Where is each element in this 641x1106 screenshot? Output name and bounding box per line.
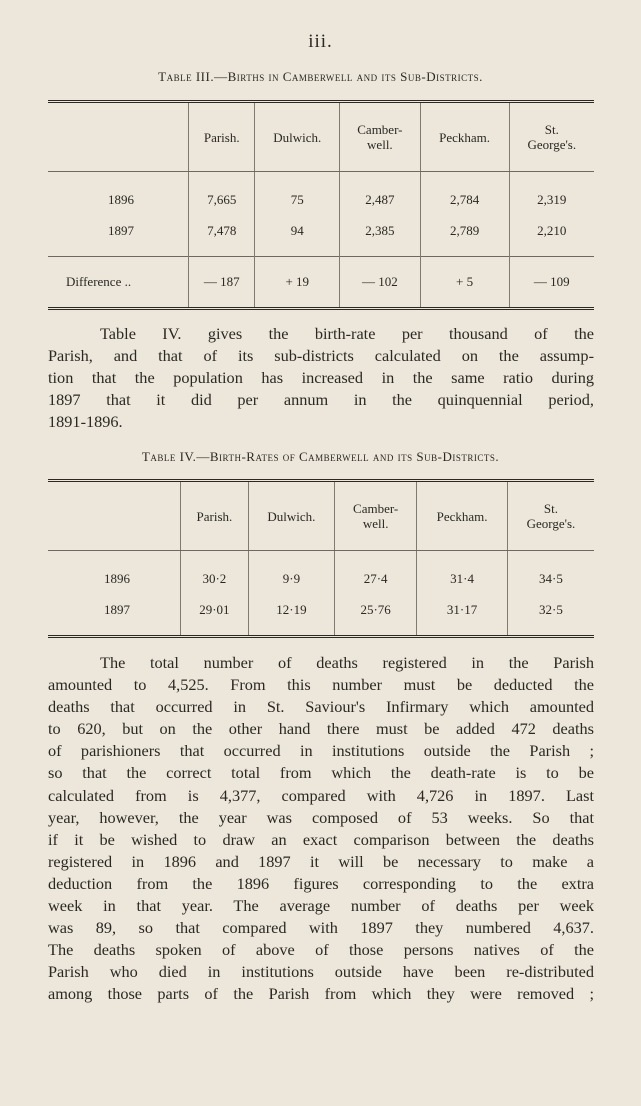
- table-row: [48, 594, 594, 637]
- paragraph-deaths: [48, 652, 594, 1006]
- table-cell: 9·9: [248, 551, 334, 595]
- text-line: to 620, but on the other hand there must be added 472 deaths: [48, 719, 594, 739]
- text-line: if it be wished to draw an exact comparison between the deaths: [48, 829, 594, 849]
- table-cell: 27·4: [335, 551, 417, 595]
- text-line: The deaths spoken of above of those persons natives of the: [48, 940, 594, 960]
- table-cell: 32·5: [507, 594, 594, 637]
- table-cell: 34·5: [507, 551, 594, 595]
- table-row: [48, 215, 594, 257]
- table-cell: 12·19: [248, 594, 334, 637]
- table-cell: 2,385: [340, 215, 421, 257]
- text-line: 1891-1896.: [48, 412, 123, 432]
- table-row: [48, 551, 594, 595]
- table-cell: — 102: [340, 257, 421, 309]
- text-line: year, however, the year was composed of 53 weeks. So that: [48, 807, 594, 827]
- table-cell: — 109: [509, 257, 594, 309]
- table-iii-births: [48, 100, 594, 310]
- text-line: Parish who died in institutions outside have been re-distributed: [48, 962, 594, 982]
- table-cell: 30·2: [181, 551, 249, 595]
- table-iii-caption: Table III.—Births in Camberwell and its Sub-Districts.: [158, 69, 483, 84]
- table-cell: 2,789: [420, 215, 509, 257]
- table-iv-caption: Table IV.—Birth-Rates of Camberwell and its Sub-Districts.: [141, 449, 500, 464]
- text-line: so that the correct total from which the death-rate is to be: [48, 763, 594, 783]
- text-line: among those parts of the Parish from which they were removed ;: [48, 984, 594, 1004]
- table-cell: 29·01: [181, 594, 249, 637]
- column-header: Parish.: [189, 102, 255, 172]
- column-header: Dulwich.: [255, 102, 340, 172]
- row-label-year: 1896: [104, 570, 130, 586]
- paragraph-birth-rate: [48, 323, 594, 433]
- table-cell: 7,478: [189, 215, 255, 257]
- column-header: Peckham.: [417, 481, 508, 551]
- text-line: registered in 1896 and 1897 it will be necessary to make a: [48, 851, 594, 871]
- table-cell: 7,665: [189, 172, 255, 216]
- text-line: deaths that occurred in St. Saviour's Infirmary which amounted: [48, 697, 594, 717]
- text-line: The total number of deaths registered in the Parish: [100, 653, 594, 672]
- text-line: deduction from the 1896 figures corresponding to the extra: [48, 873, 594, 893]
- row-label-year: 1897: [108, 222, 134, 238]
- table-cell: + 19: [255, 257, 340, 309]
- text-line: tion that the population has increased in the same ratio during: [48, 368, 594, 388]
- column-header: St. George's.: [507, 481, 594, 551]
- table-cell: 2,784: [420, 172, 509, 216]
- column-header: [48, 481, 181, 551]
- table-cell: + 5: [420, 257, 509, 309]
- table-cell: 2,319: [509, 172, 594, 216]
- column-header: Dulwich.: [248, 481, 334, 551]
- column-header: St. George's.: [509, 102, 594, 172]
- text-line: week in that year. The average number of deaths per week: [48, 896, 594, 916]
- table-cell: 2,487: [340, 172, 421, 216]
- column-header: Camber- well.: [340, 102, 421, 172]
- text-line: was 89, so that compared with 1897 they numbered 4,637.: [48, 918, 594, 938]
- table-cell: 31·4: [417, 551, 508, 595]
- column-header: Camber- well.: [335, 481, 417, 551]
- text-line: amounted to 4,525. From this number must be deducted the: [48, 675, 594, 695]
- column-header: Peckham.: [420, 102, 509, 172]
- column-header: Parish.: [181, 481, 249, 551]
- text-line: of parishioners that occurred in institutions outside the Parish ;: [48, 741, 594, 761]
- text-line: calculated from is 4,377, compared with 4,726 in 1897. Last: [48, 785, 594, 805]
- table-header-row: [48, 481, 594, 551]
- table-row: [48, 172, 594, 216]
- text-line: 1897 that it did per annum in the quinquennial period,: [48, 390, 594, 410]
- text-line: Parish, and that of its sub-districts calculated on the assump-: [48, 346, 594, 366]
- row-label-year: 1897: [48, 594, 181, 637]
- text-line: Table IV. gives the birth-rate per thousand of the: [100, 324, 594, 343]
- table-cell: 75: [255, 172, 340, 216]
- table-header-row: [48, 102, 594, 172]
- page-number: iii.: [308, 31, 333, 52]
- difference-label: Difference ..: [48, 257, 189, 309]
- table-cell: 94: [255, 215, 340, 257]
- table-cell: 2,210: [509, 215, 594, 257]
- difference-row: [48, 257, 594, 309]
- table-cell: — 187: [189, 257, 255, 309]
- column-header: [48, 102, 189, 172]
- row-label-year: 1896: [108, 191, 134, 207]
- table-iv-birth-rates: [48, 479, 594, 638]
- table-cell: 25·76: [335, 594, 417, 637]
- table-cell: 31·17: [417, 594, 508, 637]
